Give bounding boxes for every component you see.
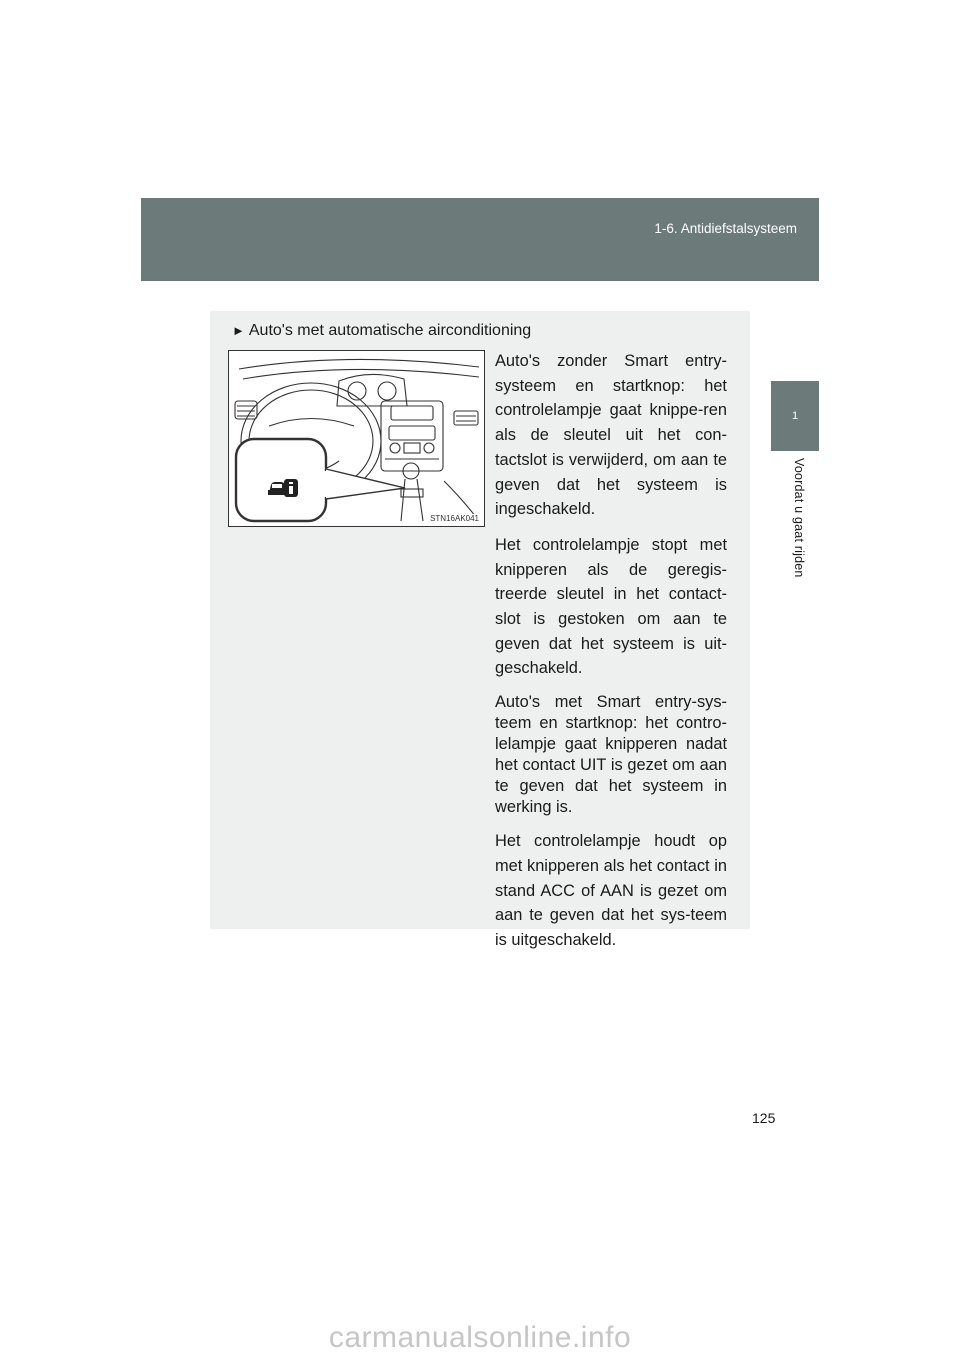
section-title: 1-6. Antidiefstalsysteem: [654, 221, 797, 236]
subheading: [232, 322, 531, 340]
chapter-tab: [771, 381, 819, 451]
dashboard-drawing: [229, 351, 484, 526]
page-number: 125: [752, 1110, 776, 1126]
chapter-label: Voordat u gaat rijden: [792, 458, 806, 578]
figure-code: STN16AK041: [430, 514, 479, 523]
paragraph: Auto's zonder Smart entry-systeem en startknop: het controlelampje gaat knippe-ren als de sleutel uit het con-tactslot is verwijderd, om aan te geven dat het systeem is ingeschakeld.: [495, 352, 727, 519]
dashboard-illustration: [228, 350, 485, 527]
subheading-text: Auto's met automatische airconditioning: [248, 322, 532, 339]
triangle-right-icon: ►: [232, 323, 245, 338]
chapter-number: 1: [791, 410, 799, 422]
paragraph: Auto's met Smart entry-sys-teem en startknop: het contro-lelampje gaat knipperen nadat het contact UIT is gezet om aan te geven dat het systeem in werking is.: [495, 693, 727, 817]
header-bar: [141, 198, 819, 281]
text-column: [495, 349, 727, 964]
paragraph: Het controlelampje stopt met knipperen als de geregis-treerde sleutel in het contact-slot is gestoken om aan te geven dat het systeem is uit-geschakeld.: [495, 535, 727, 678]
content-box: [210, 311, 750, 949]
watermark: carmanualsonline.info: [328, 1321, 632, 1354]
paragraph: Het controlelampje houdt op met knipperen als het contact in stand ACC of AAN is gezet om aan te geven dat het sys-teem is uitgeschakeld.: [495, 832, 727, 949]
